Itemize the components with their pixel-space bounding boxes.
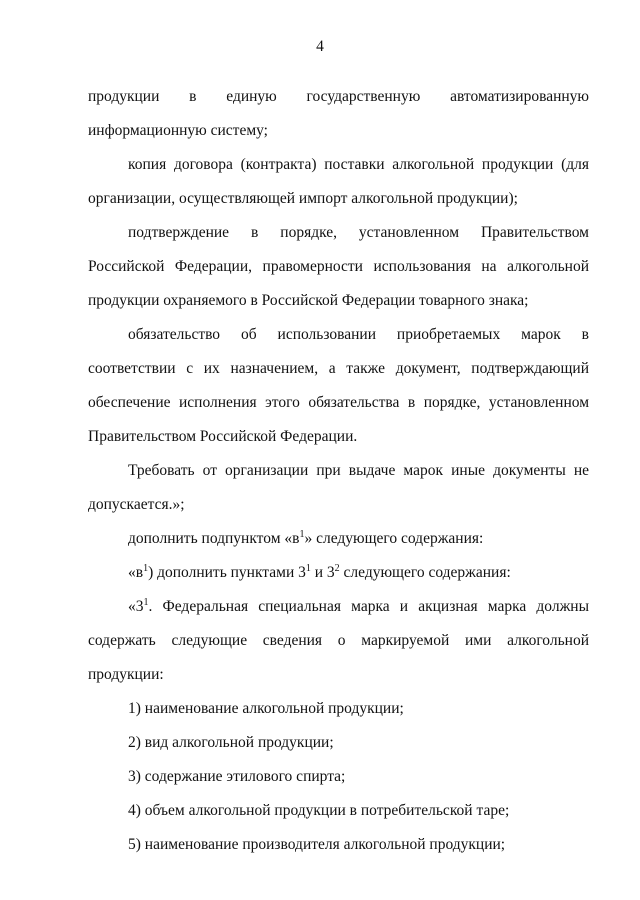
list-item: 5) наименование производителя алкогольной продукции; [128,836,506,853]
paragraph-add-subitem [88,522,589,556]
paragraph-continuation-line1: продукции в единую государственную автоматизированную [88,88,589,105]
list-item: 4) объем алкогольной продукции в потребительской таре; [128,802,510,819]
paragraph-add-points [88,556,589,590]
superscript: 1 [299,529,305,540]
list-item: 2) вид алкогольной продукции; [128,734,334,751]
list-item: 1) наименование алкогольной продукции; [128,700,404,717]
document-body [88,80,589,862]
list-item: 3) содержание этилового спирта; [128,768,346,785]
add-points-text-pre: «в [128,564,144,581]
paragraph-continuation-line2: информационную систему; [88,122,268,139]
paragraph-contract-copy: копия договора (контракта) поставки алкогольной продукции (для организации, осуществляющей импорт алкогольной продукции); [88,156,589,207]
superscript: 2 [334,563,340,574]
paragraph-stamp-obligation: обязательство об использовании приобретаемых марок в соответствии с их назначением, а также документ, подтверждающий обеспечение исполнения этого обязательства в порядке, установленном Правительством Российской Федерации. [88,326,589,445]
paragraph-trademark-confirmation: подтверждение в порядке, установленном Правительством Российской Федерации, правомерности использования на алкогольной продукции охраняемого в Российской Федерации товарного знака; [88,224,589,309]
superscript: 1 [143,563,149,574]
superscript: 1 [143,597,149,608]
stamp-content-text-post: . Федеральная специальная марка и акцизная марка должны содержать следующие сведения о маркируемой ими алкогольной продукции: [88,598,589,683]
add-points-text-and: и 3 [310,564,335,581]
add-points-text-post: следующего содержания: [339,564,511,581]
paragraph-no-other-documents: Требовать от организации при выдаче марок иные документы не допускается.»; [88,462,589,513]
superscript: 1 [305,563,311,574]
add-subitem-text-post: » следующего содержания: [304,530,484,547]
page-number: 4 [316,38,324,55]
add-points-text-mid: ) дополнить пунктами 3 [148,564,306,581]
paragraph-stamp-content [88,590,589,692]
add-subitem-text-pre: дополнить подпунктом «в [128,530,300,547]
stamp-content-text-pre: «3 [128,598,144,615]
